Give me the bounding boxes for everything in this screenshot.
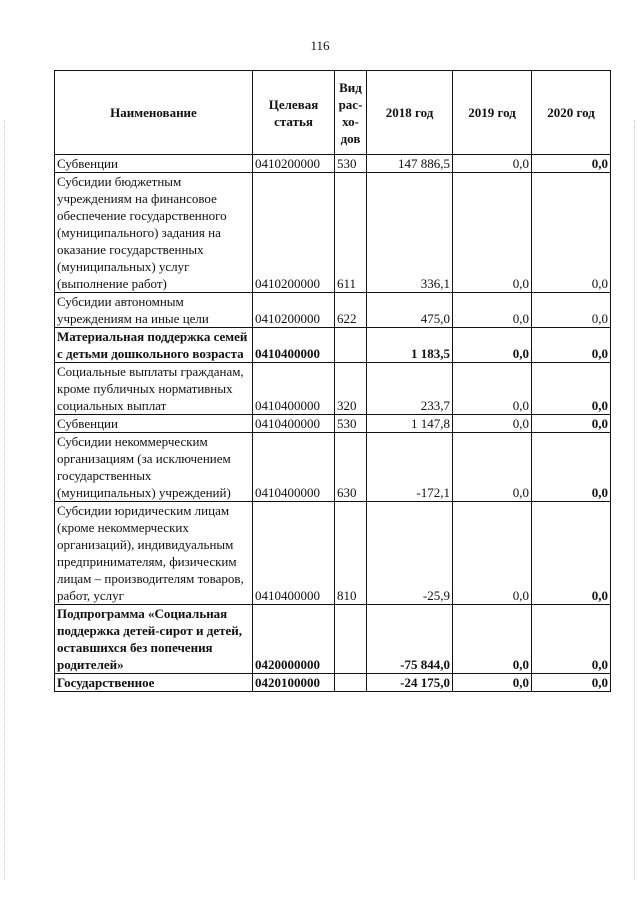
row-expense-kind — [335, 605, 367, 674]
table-row — [55, 502, 611, 605]
row-value-2018: 336,1 — [367, 173, 453, 293]
row-value-2019: 0,0 — [453, 293, 532, 328]
row-value-2020: 0,0 — [532, 674, 611, 692]
header-expense-kind: Вид рас-хо-дов — [335, 71, 367, 155]
row-name: Материальная поддержка семей с детьми дошкольного возраста — [55, 328, 253, 363]
row-value-2019: 0,0 — [453, 433, 532, 502]
row-value-2018: -75 844,0 — [367, 605, 453, 674]
table-row — [55, 293, 611, 328]
row-value-2020: 0,0 — [532, 328, 611, 363]
row-value-2019: 0,0 — [453, 363, 532, 415]
header-2018: 2018 год — [367, 71, 453, 155]
right-margin-dotted-line — [634, 120, 636, 880]
row-name: Субвенции — [55, 415, 253, 433]
row-value-2020: 0,0 — [532, 605, 611, 674]
row-target-article: 0420100000 — [253, 674, 335, 692]
row-target-article: 0420000000 — [253, 605, 335, 674]
row-value-2019: 0,0 — [453, 415, 532, 433]
row-expense-kind — [335, 674, 367, 692]
row-target-article: 0410400000 — [253, 363, 335, 415]
row-value-2020: 0,0 — [532, 173, 611, 293]
row-value-2020: 0,0 — [532, 155, 611, 173]
row-name: Субсидии бюджетным учреждениям на финансовое обеспечение государственного (муниципального) задания на оказание государственных (муниципальных) услуг (выполнение работ) — [55, 173, 253, 293]
row-value-2018: 233,7 — [367, 363, 453, 415]
row-expense-kind: 622 — [335, 293, 367, 328]
page-number: 116 — [310, 38, 330, 53]
table-header-row — [55, 71, 611, 155]
row-value-2019: 0,0 — [453, 173, 532, 293]
table-row — [55, 155, 611, 173]
row-value-2020: 0,0 — [532, 502, 611, 605]
row-value-2018: 1 183,5 — [367, 328, 453, 363]
row-expense-kind: 530 — [335, 415, 367, 433]
row-value-2018: -25,9 — [367, 502, 453, 605]
row-value-2019: 0,0 — [453, 674, 532, 692]
row-value-2018: -24 175,0 — [367, 674, 453, 692]
row-value-2019: 0,0 — [453, 502, 532, 605]
budget-table — [54, 70, 611, 692]
table-row — [55, 173, 611, 293]
row-name: Подпрограмма «Социальная поддержка детей-сирот и детей, оставшихся без попечения родителей» — [55, 605, 253, 674]
header-target-article: Целевая статья — [253, 71, 335, 155]
row-name: Государственное — [55, 674, 253, 692]
row-expense-kind: 810 — [335, 502, 367, 605]
row-target-article: 0410400000 — [253, 415, 335, 433]
table-row — [55, 328, 611, 363]
row-expense-kind: 530 — [335, 155, 367, 173]
row-name: Субсидии автономным учреждениям на иные цели — [55, 293, 253, 328]
row-expense-kind: 630 — [335, 433, 367, 502]
row-value-2018: 1 147,8 — [367, 415, 453, 433]
row-target-article: 0410200000 — [253, 155, 335, 173]
row-expense-kind: 320 — [335, 363, 367, 415]
table-row — [55, 674, 611, 692]
row-value-2020: 0,0 — [532, 433, 611, 502]
row-target-article: 0410400000 — [253, 328, 335, 363]
row-name: Субвенции — [55, 155, 253, 173]
row-value-2018: 475,0 — [367, 293, 453, 328]
row-name: Субсидии юридическим лицам (кроме некоммерческих организаций), индивидуальным предпринимателям, физическим лицам – производителям товаров, работ, услуг — [55, 502, 253, 605]
row-value-2018: -172,1 — [367, 433, 453, 502]
row-value-2019: 0,0 — [453, 605, 532, 674]
row-value-2019: 0,0 — [453, 155, 532, 173]
row-value-2019: 0,0 — [453, 328, 532, 363]
header-2020: 2020 год — [532, 71, 611, 155]
table-row — [55, 433, 611, 502]
row-target-article: 0410400000 — [253, 502, 335, 605]
row-expense-kind — [335, 328, 367, 363]
row-value-2018: 147 886,5 — [367, 155, 453, 173]
row-value-2020: 0,0 — [532, 363, 611, 415]
row-expense-kind: 611 — [335, 173, 367, 293]
table-row — [55, 605, 611, 674]
row-value-2020: 0,0 — [532, 293, 611, 328]
row-name: Социальные выплаты гражданам, кроме публичных нормативных социальных выплат — [55, 363, 253, 415]
table-row — [55, 363, 611, 415]
header-2019: 2019 год — [453, 71, 532, 155]
header-name: Наименование — [55, 71, 253, 155]
row-target-article: 0410200000 — [253, 173, 335, 293]
left-margin-dotted-line — [4, 120, 6, 880]
row-target-article: 0410400000 — [253, 433, 335, 502]
row-target-article: 0410200000 — [253, 293, 335, 328]
table-row — [55, 415, 611, 433]
row-value-2020: 0,0 — [532, 415, 611, 433]
row-name: Субсидии некоммерческим организациям (за исключением государственных (муниципальных) учреждений) — [55, 433, 253, 502]
